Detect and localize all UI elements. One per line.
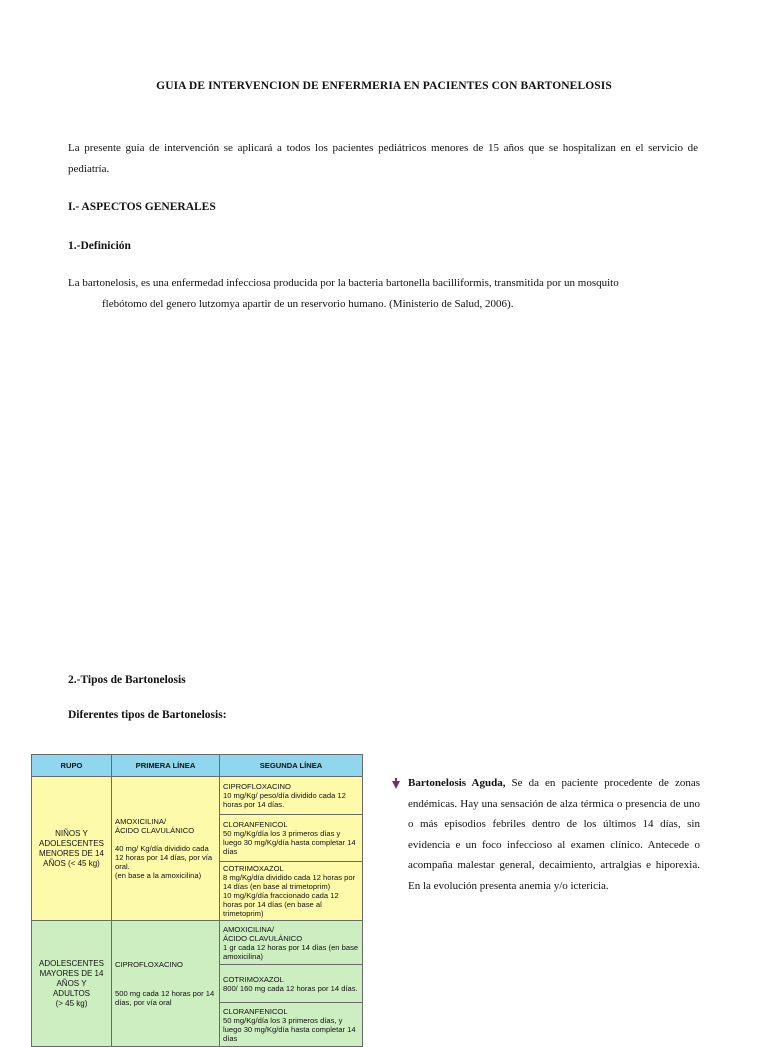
- bullet-description: Se da en paciente procedente de zonas endémicas. Hay una sensación de alza térmica o presencia de uno o más episodios febriles dentro de los últimos 14 días, sin evidencia e un foco infeccioso al examen clínico. Antecede o acompaña malestar general, decaimiento, artralgias e hiporexia. En la evolución presenta anemia y/o ictericia.: [408, 777, 700, 892]
- treatment-table: [31, 754, 363, 1047]
- group2-label: ADOLESCENTES MAYORES DE 14 AÑOS Y ADULTOS (> 45 kg): [32, 921, 112, 1047]
- group1-second-line-2: CLORANFENICOL 50 mg/Kg/día los 3 primeros días y luego 30 mg/Kg/día hasta completar 14 días: [220, 815, 363, 862]
- definition-line-2: flebótomo del genero lutzomya apartir de un reservorio humano. (Ministerio de Salud, 2006).: [102, 298, 514, 310]
- bartonelosis-aguda-bullet: [390, 773, 700, 896]
- group2-second-line-1: AMOXICILINA/ ÁCIDO CLAVULÁNICO 1 gr cada 12 horas por 14 días (en base amoxicilina): [220, 921, 363, 965]
- table-header-first-line: PRIMERA LÍNEA: [112, 755, 220, 777]
- document-title: GUIA DE INTERVENCION DE ENFERMERIA EN PACIENTES CON BARTONELOSIS: [156, 80, 612, 92]
- group2-first-line-dose: 500 mg cada 12 horas por 14 días, por vía oral: [115, 989, 215, 1007]
- group2-first-line-drug: CIPROFLOXACINO: [115, 960, 183, 969]
- group2-first-line: [112, 921, 220, 1047]
- group1-first-line: AMOXICILINA/ ÁCIDO CLAVULÁNICO 40 mg/ Kg/día dividido cada 12 horas por 14 días, por vía oral. (en base a la amoxicilina): [112, 777, 220, 921]
- group1-label: NIÑOS Y ADOLESCENTES MENORES DE 14 AÑOS (< 45 kg): [32, 777, 112, 921]
- table-row: [32, 777, 363, 815]
- table-header-second-line: SEGUNDA LÍNEA: [220, 755, 363, 777]
- intro-paragraph: La presente guía de intervención se aplicará a todos los pacientes pediátricos menores de 15 años que se hospitalizan en el servicio de pediatría.: [68, 142, 698, 175]
- group1-second-line-1: CIPROFLOXACINO 10 mg/Kg/ peso/día dividido cada 12 horas por 14 días.: [220, 777, 363, 815]
- table-header-row: [32, 755, 363, 777]
- group2-second-line-3: CLORANFENICOL 50 mg/Kg/día los 3 primeros días, y luego 30 mg/Kg/día hasta completar 14 días: [220, 1003, 363, 1047]
- definition-line-1: La bartonelosis, es una enfermedad infecciosa producida por la bacteria bartonella bacilliformis, transmitida por un mosquito: [68, 277, 619, 289]
- definition-heading: 1.-Definición: [68, 240, 131, 252]
- types-heading: 2.-Tipos de Bartonelosis: [68, 674, 186, 686]
- group1-second-line-3: COTRIMOXAZOL 8 mg/Kg/día dividido cada 12 horas por 14 días (en base al trimetoprim) 10 mg/Kg/día fraccionado cada 12 horas por 14 días (en base al trimetoprim): [220, 862, 363, 921]
- section-heading-aspectos: I.- ASPECTOS GENERALES: [68, 201, 216, 213]
- arrow-down-bullet-icon: [390, 777, 402, 789]
- bullet-term: Bartonelosis Aguda,: [408, 777, 506, 789]
- table-row: [32, 921, 363, 965]
- definition-paragraph: [68, 273, 698, 315]
- bullet-paragraph: [408, 773, 700, 896]
- table-header-group: RUPO: [32, 755, 112, 777]
- different-types-heading: Diferentes tipos de Bartonelosis:: [68, 709, 227, 721]
- group2-second-line-2: COTRIMOXAZOL 800/ 160 mg cada 12 horas por 14 días.: [220, 965, 363, 1003]
